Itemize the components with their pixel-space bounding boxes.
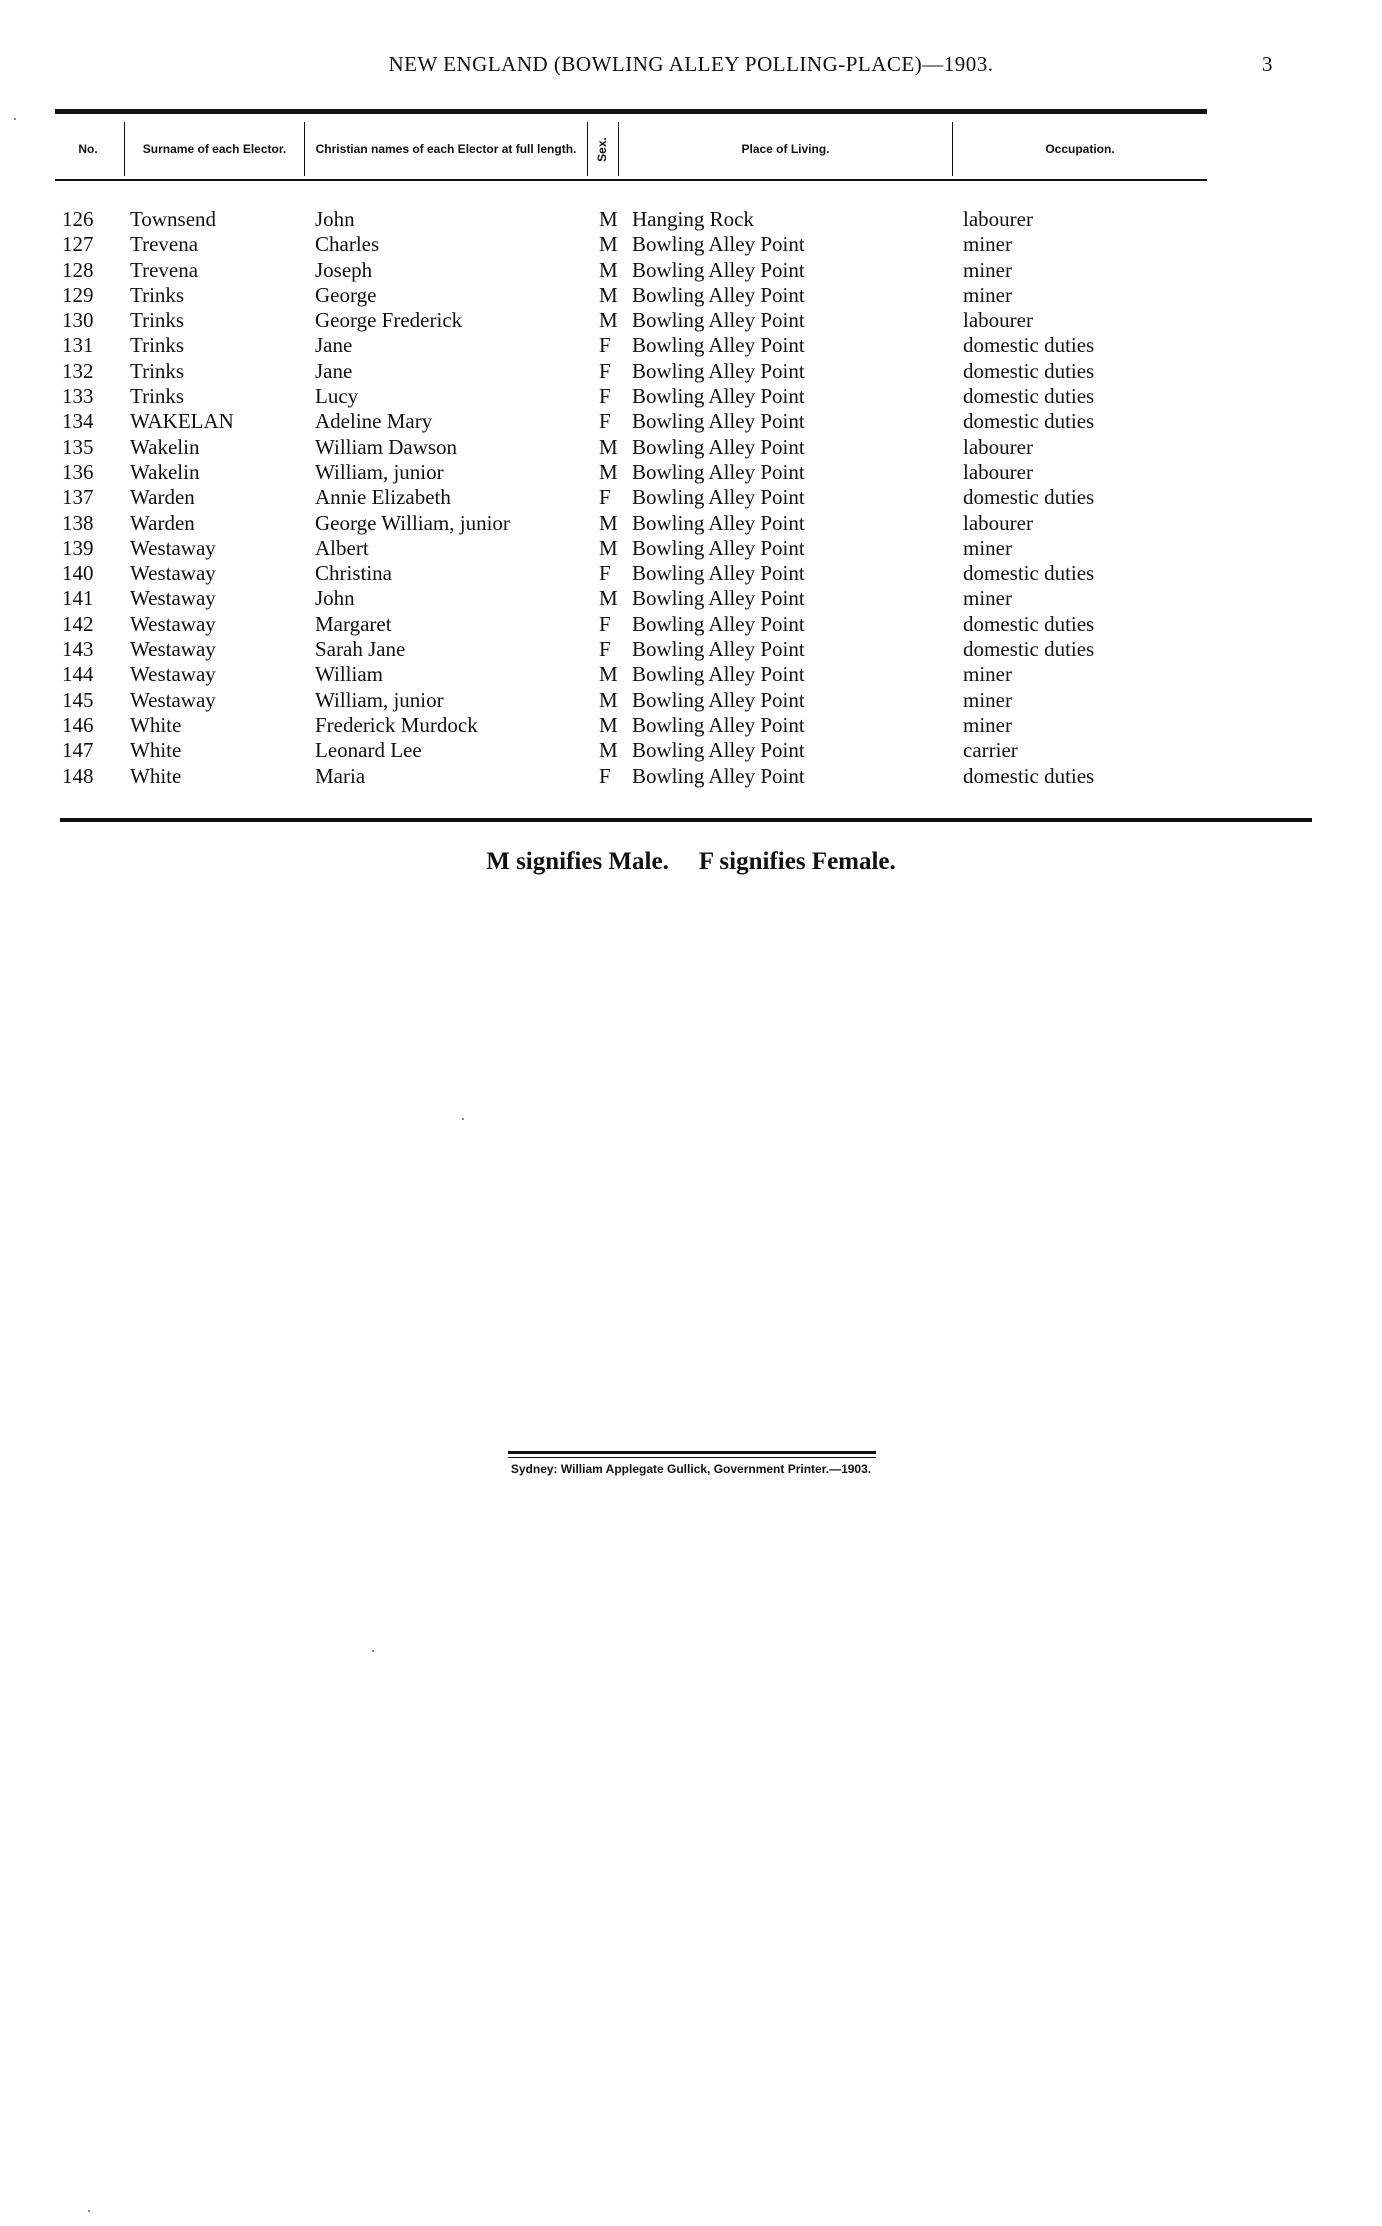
cell-no: 148 [62,763,94,788]
cell-no: 126 [62,207,94,231]
cell-sex: F [599,333,611,358]
cell-christian: Maria [315,763,366,788]
cell-occupation: domestic duties [963,358,1095,383]
cell-surname: Trinks [130,358,185,383]
cell-sex: M [599,712,618,737]
cell-occupation: miner [963,257,1012,282]
col-header-place: Place of Living. [618,122,952,176]
cell-no: 138 [62,510,94,535]
cell-sex: M [599,535,618,560]
cell-christian: Leonard Lee [315,738,422,763]
cell-christian: William Dawson [315,434,458,459]
table-row [0,536,1382,561]
cell-place: Bowling Alley Point [632,712,805,737]
cell-surname: White [130,763,182,788]
cell-surname: Westaway [130,637,216,662]
cell-surname: Westaway [130,687,216,712]
cell-sex: M [599,232,618,257]
cell-place: Bowling Alley Point [632,485,805,510]
cell-place: Hanging Rock [632,207,754,231]
table-row [0,764,1382,789]
table-bottom-rule [60,818,1312,822]
cell-surname: Trevena [130,232,199,257]
table-row [0,662,1382,687]
cell-sex: F [599,384,611,409]
cell-no: 146 [62,712,94,737]
cell-occupation: domestic duties [963,384,1095,409]
cell-no: 127 [62,232,94,257]
cell-occupation: labourer [963,510,1033,535]
cell-no: 136 [62,459,94,484]
cell-surname: Warden [130,485,195,510]
cell-occupation: miner [963,712,1012,737]
cell-sex: F [599,763,611,788]
cell-place: Bowling Alley Point [632,282,805,307]
cell-place: Bowling Alley Point [632,384,805,409]
cell-place: Bowling Alley Point [632,409,805,434]
cell-sex: F [599,409,611,434]
imprint-rule-thin [508,1457,876,1458]
paper-speck [372,1650,374,1652]
cell-occupation: domestic duties [963,637,1095,662]
cell-surname: Trinks [130,333,185,358]
cell-christian: John [315,207,355,231]
cell-no: 130 [62,308,94,333]
cell-occupation: carrier [963,738,1018,763]
printer-imprint: Sydney: William Applegate Gullick, Government Printer.—1903. [510,1462,872,1476]
cell-surname: Westaway [130,586,216,611]
table-row [0,258,1382,283]
cell-surname: Wakelin [130,434,200,459]
imprint-rule [508,1451,876,1454]
cell-no: 131 [62,333,94,358]
page-header [0,52,1382,82]
cell-place: Bowling Alley Point [632,763,805,788]
cell-occupation: labourer [963,308,1033,333]
table-row [0,713,1382,738]
cell-sex: M [599,282,618,307]
cell-occupation: labourer [963,434,1033,459]
table-row [0,561,1382,586]
cell-surname: Wakelin [130,459,200,484]
cell-place: Bowling Alley Point [632,611,805,636]
cell-sex: F [599,637,611,662]
cell-no: 133 [62,384,94,409]
cell-place: Bowling Alley Point [632,358,805,383]
cell-no: 134 [62,409,94,434]
cell-no: 140 [62,561,94,586]
paper-speck [88,2210,90,2212]
cell-christian: George [315,282,377,307]
cell-christian: Lucy [315,384,359,409]
table-row [0,738,1382,763]
cell-sex: M [599,434,618,459]
table-row [0,207,1382,232]
cell-occupation: miner [963,535,1012,560]
cell-no: 132 [62,358,94,383]
cell-christian: Adeline Mary [315,409,433,434]
cell-christian: George William, junior [315,510,510,535]
cell-occupation: miner [963,586,1012,611]
paper-speck [14,118,16,120]
paper-speck [462,1118,464,1120]
table-row [0,409,1382,434]
electors-list [0,207,1382,789]
table-row [0,460,1382,485]
cell-sex: F [599,358,611,383]
col-header-occupation: Occupation. [952,122,1207,176]
cell-no: 142 [62,611,94,636]
cell-no: 139 [62,535,94,560]
cell-place: Bowling Alley Point [632,738,805,763]
cell-sex: M [599,308,618,333]
cell-place: Bowling Alley Point [632,535,805,560]
table-row [0,612,1382,637]
cell-christian: Jane [315,333,353,358]
cell-surname: Trinks [130,308,185,333]
table-row [0,384,1382,409]
cell-surname: Westaway [130,535,216,560]
col-header-no: No. [78,141,98,156]
cell-christian: George Frederick [315,308,463,333]
cell-surname: Trevena [130,257,199,282]
cell-sex: M [599,738,618,763]
cell-no: 129 [62,282,94,307]
cell-no: 135 [62,434,94,459]
table-row [0,283,1382,308]
page-title: NEW ENGLAND (BOWLING ALLEY POLLING-PLACE)—1903. [388,52,994,76]
cell-place: Bowling Alley Point [632,232,805,257]
cell-sex: F [599,611,611,636]
table-row [0,511,1382,536]
cell-sex: M [599,207,618,231]
cell-no: 137 [62,485,94,510]
cell-occupation: labourer [963,459,1033,484]
cell-surname: Westaway [130,561,216,586]
cell-occupation: miner [963,232,1012,257]
cell-surname: Westaway [130,662,216,687]
cell-christian: Christina [315,561,392,586]
cell-place: Bowling Alley Point [632,510,805,535]
cell-christian: Annie Elizabeth [315,485,451,510]
cell-occupation: domestic duties [963,611,1095,636]
col-header-surname: Surname of each Elector. [124,122,304,176]
table-header [55,109,1207,181]
cell-place: Bowling Alley Point [632,662,805,687]
cell-no: 128 [62,257,94,282]
cell-christian: Sarah Jane [315,637,406,662]
page-number: 3 [1262,52,1273,76]
legend-male: M signifies Male. [486,848,669,875]
cell-occupation: labourer [963,207,1033,231]
cell-christian: William [315,662,383,687]
cell-surname: WAKELAN [130,409,234,434]
cell-sex: M [599,586,618,611]
table-row [0,333,1382,358]
cell-place: Bowling Alley Point [632,459,805,484]
legend-female: F signifies Female. [698,848,896,875]
cell-no: 144 [62,662,94,687]
cell-occupation: domestic duties [963,561,1095,586]
cell-christian: Charles [315,232,380,257]
cell-no: 141 [62,586,94,611]
cell-christian: Joseph [315,257,373,282]
table-row [0,637,1382,662]
col-header-christian: Christian names of each Elector at full length. [304,122,587,176]
cell-occupation: domestic duties [963,333,1095,358]
table-row [0,232,1382,257]
col-header-sex [587,122,617,176]
cell-sex: M [599,662,618,687]
cell-surname: Trinks [130,384,185,409]
cell-surname: Townsend [130,207,217,231]
cell-place: Bowling Alley Point [632,257,805,282]
cell-place: Bowling Alley Point [632,561,805,586]
table-row [0,359,1382,384]
cell-place: Bowling Alley Point [632,308,805,333]
table-row [0,485,1382,510]
cell-occupation: domestic duties [963,409,1095,434]
table-row [0,435,1382,460]
cell-sex: F [599,561,611,586]
cell-place: Bowling Alley Point [632,687,805,712]
table-row [0,688,1382,713]
cell-sex: M [599,510,618,535]
cell-place: Bowling Alley Point [632,637,805,662]
cell-surname: Westaway [130,611,216,636]
cell-christian: William, junior [315,459,444,484]
cell-christian: John [315,586,355,611]
cell-christian: William, junior [315,687,444,712]
col-header-sex-label: Sex. [595,136,609,162]
cell-place: Bowling Alley Point [632,333,805,358]
cell-surname: White [130,712,182,737]
cell-surname: Trinks [130,282,185,307]
cell-sex: M [599,687,618,712]
cell-no: 143 [62,637,94,662]
cell-sex: M [599,257,618,282]
cell-occupation: miner [963,662,1012,687]
cell-surname: Warden [130,510,195,535]
cell-no: 145 [62,687,94,712]
cell-place: Bowling Alley Point [632,434,805,459]
cell-christian: Frederick Murdock [315,712,478,737]
cell-no: 147 [62,738,94,763]
cell-occupation: domestic duties [963,763,1095,788]
table-row [0,308,1382,333]
cell-sex: M [599,459,618,484]
sex-legend [0,848,1382,876]
cell-christian: Margaret [315,611,392,636]
cell-christian: Albert [315,535,369,560]
cell-occupation: miner [963,282,1012,307]
cell-place: Bowling Alley Point [632,586,805,611]
cell-occupation: domestic duties [963,485,1095,510]
cell-surname: White [130,738,182,763]
cell-christian: Jane [315,358,353,383]
cell-sex: F [599,485,611,510]
cell-occupation: miner [963,687,1012,712]
table-row [0,586,1382,611]
